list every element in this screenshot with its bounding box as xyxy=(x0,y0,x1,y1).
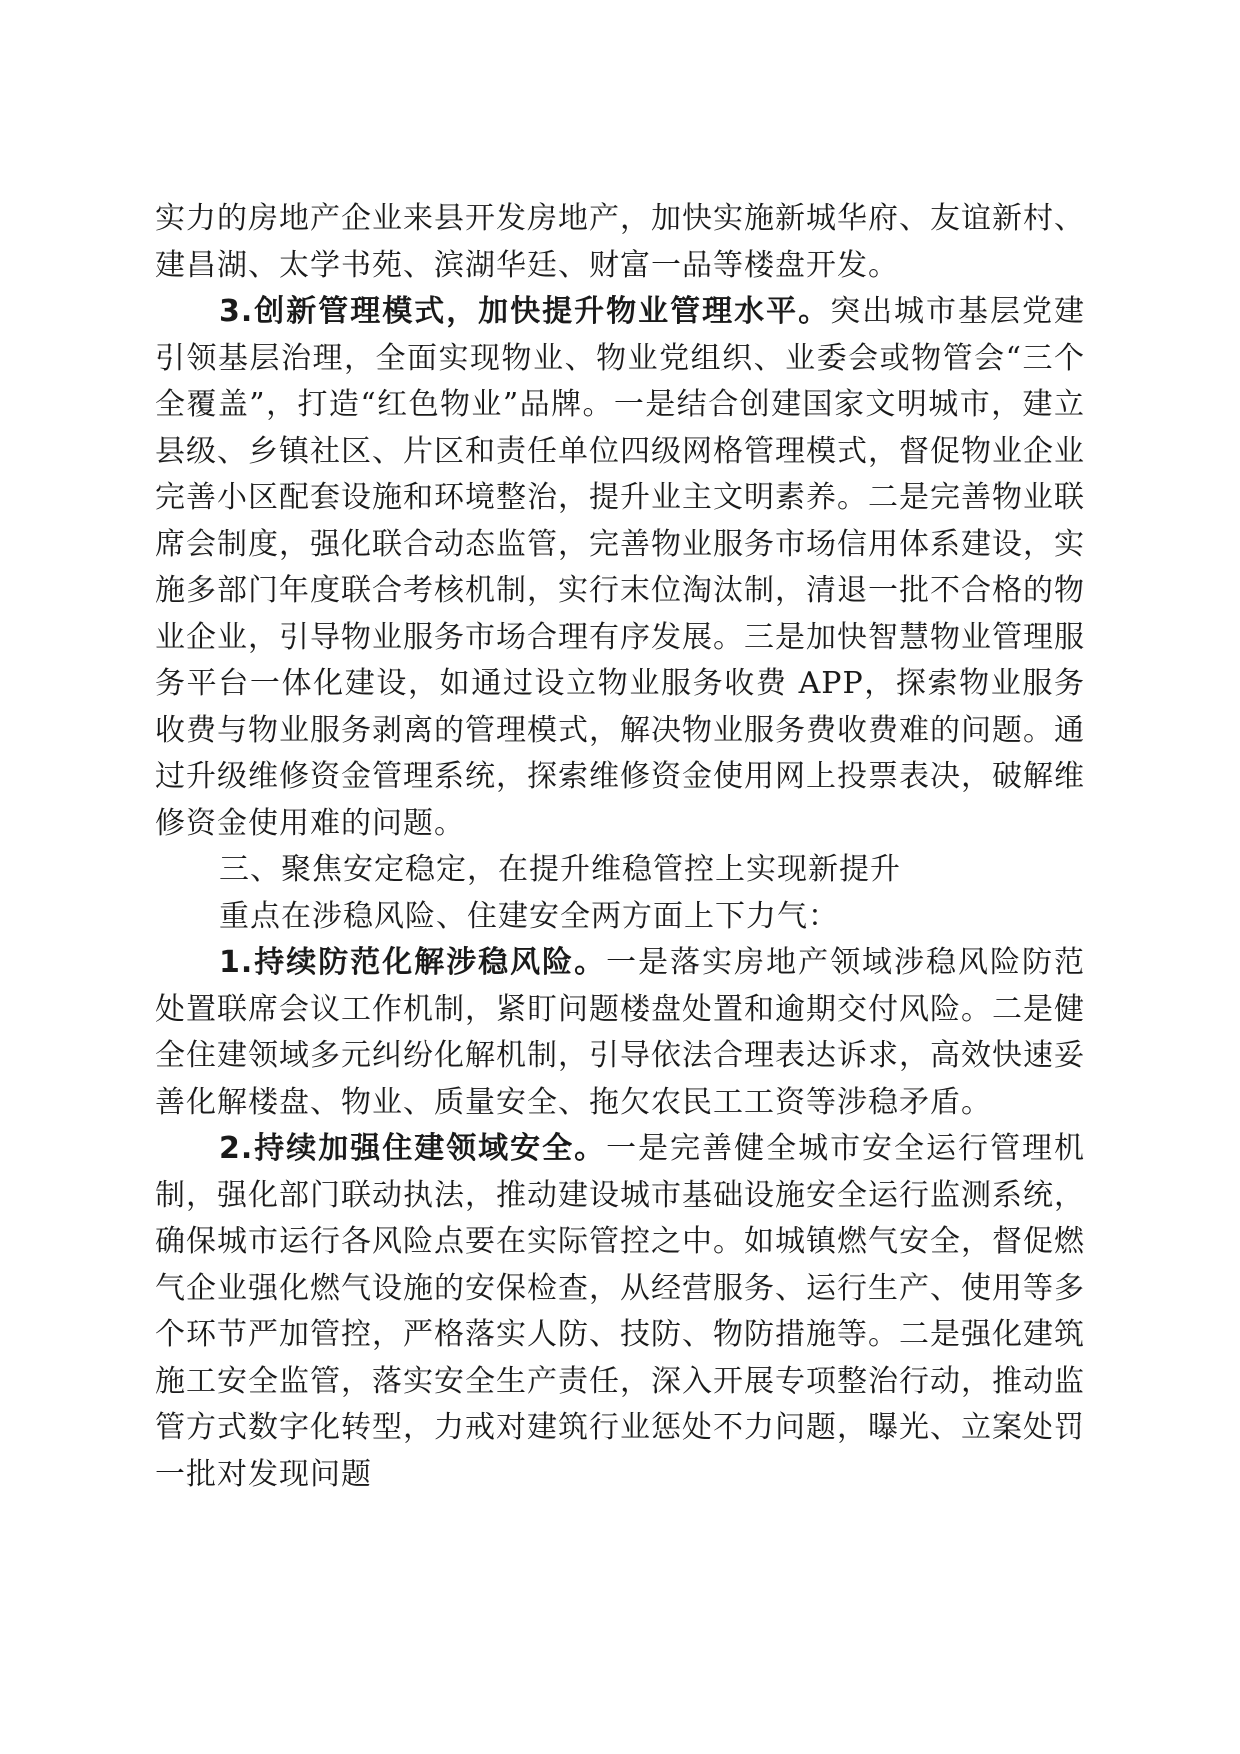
paragraph-text: 实力的房地产企业来县开发房地产，加快实施新城华府、友谊新村、建昌湖、太学书苑、滨湖华廷、财富一品等楼盘开发。 xyxy=(155,201,1085,283)
paragraph-continuation xyxy=(155,196,1085,289)
section-heading xyxy=(155,847,1085,894)
paragraph-text: 一是落实房地产领域涉稳风险防范处置联席会议工作机制，紧盯问题楼盘处置和逾期交付风险。二是健全住建领域多元纠纷化解机制，引导依法合理表达诉求，高效快速妥善化解楼盘、物业、质量安全、拖欠农民工工资等涉稳矛盾。 xyxy=(155,945,1085,1120)
paragraph-bold-lead: 1.持续防范化解涉稳风险。 xyxy=(219,945,607,980)
paragraph-intro xyxy=(155,894,1085,941)
paragraph-bold-lead: 2.持续加强住建领域安全。 xyxy=(219,1131,607,1166)
paragraph-property-management xyxy=(155,289,1085,847)
paragraph-text: 重点在涉稳风险、住建安全两方面上下力气： xyxy=(219,898,839,934)
paragraph-risk-prevention xyxy=(155,940,1085,1126)
document-body xyxy=(155,196,1085,1498)
paragraph-bold-lead: 3.创新管理模式，加快提升物业管理水平。 xyxy=(219,294,831,329)
paragraph-text: 一是完善健全城市安全运行管理机制，强化部门联动执法，推动建设城市基础设施安全运行监测系统，确保城市运行各风险点要在实际管控之中。如城镇燃气安全，督促燃气企业强化燃气设施的安保检查，从经营服务、运行生产、使用等多个环节严加管控，严格落实人防、技防、物防措施等。二是强化建筑施工安全监管，落实安全生产责任，深入开展专项整治行动，推动监管方式数字化转型，力戒对建筑行业惩处不力问题，曝光、立案处罚一批对发现问题 xyxy=(155,1131,1085,1492)
section-heading-text: 三、聚焦安定稳定，在提升维稳管控上实现新提升 xyxy=(219,852,901,887)
paragraph-safety xyxy=(155,1126,1085,1498)
paragraph-text: 突出城市基层党建引领基层治理，全面实现物业、物业党组织、业委会或物管会“三个全覆盖”，打造“红色物业”品牌。一是结合创建国家文明城市，建立县级、乡镇社区、片区和责任单位四级网格管理模式，督促物业企业完善小区配套设施和环境整治，提升业主文明素养。二是完善物业联席会制度，强化联合动态监管，完善物业服务市场信用体系建设，实施多部门年度联合考核机制，实行末位淘汰制，清退一批不合格的物业企业，引导物业服务市场合理有序发展。三是加快智慧物业管理服务平台一体化建设，如通过设立物业服务收费 APP，探索物业服务收费与物业服务剥离的管理模式，解决物业服务费收费难的问题。通过升级维修资金管理系统，探索维修资金使用网上投票表决，破解维修资金使用难的问题。 xyxy=(155,294,1086,841)
